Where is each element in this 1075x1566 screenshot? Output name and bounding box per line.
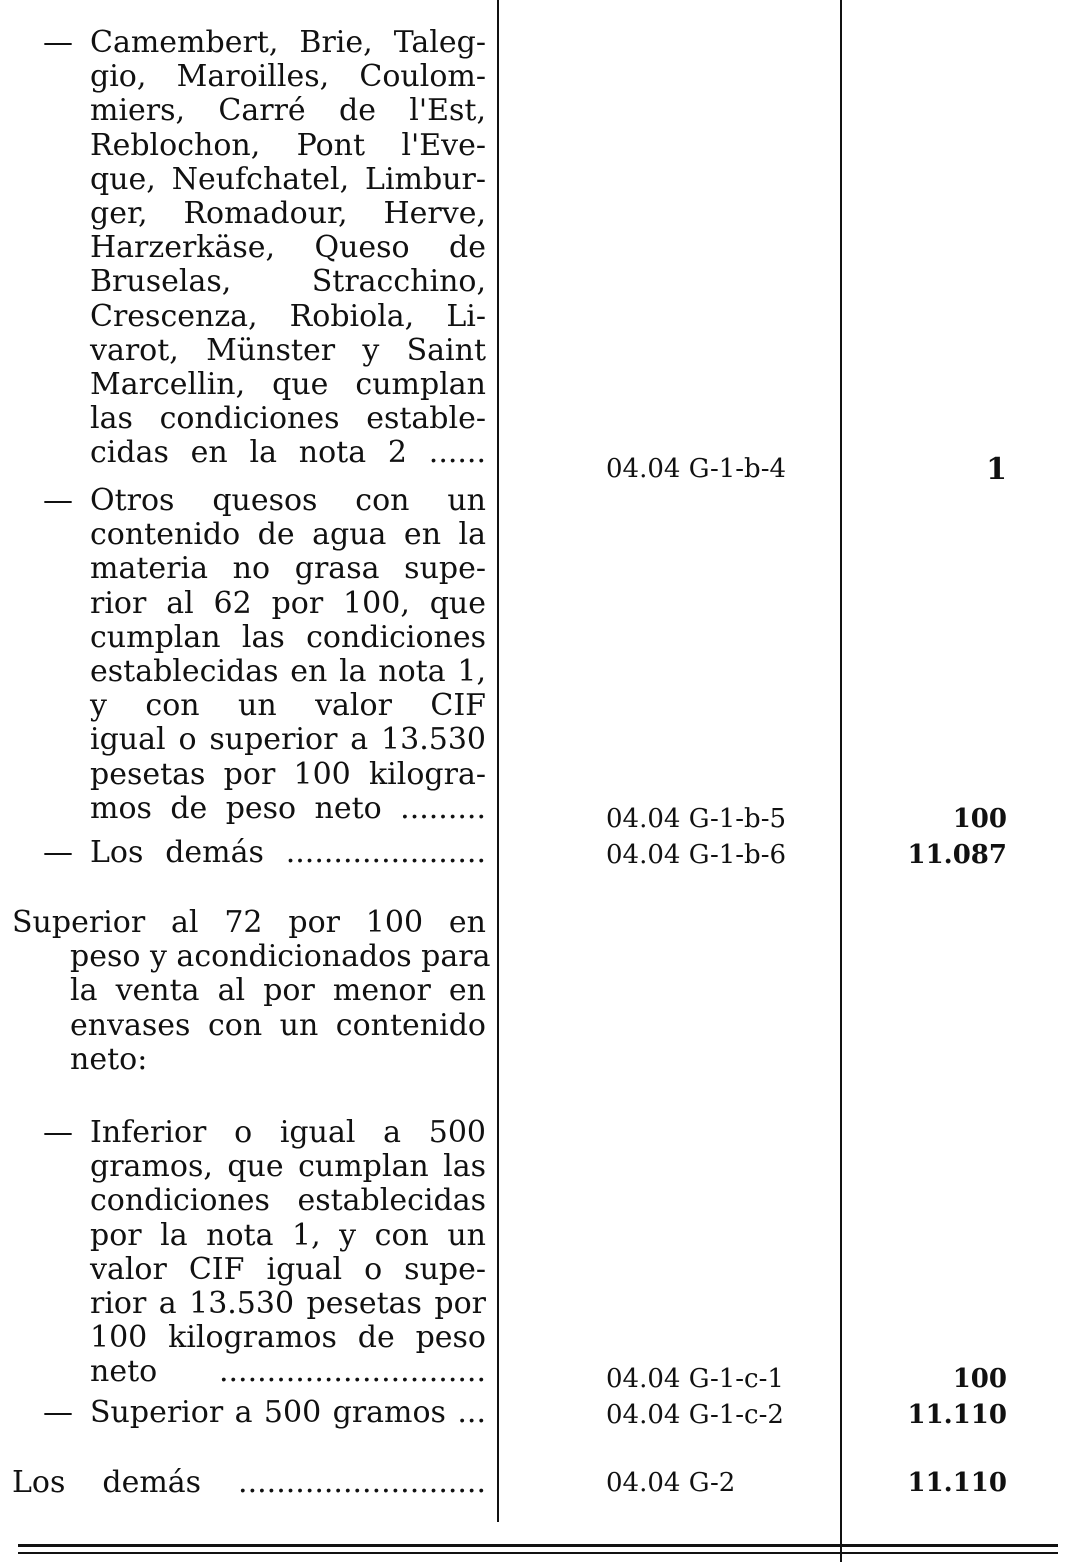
item-inferior-500-description [43, 1115, 486, 1390]
description-line: pesetas por 100 kilogra- [90, 756, 486, 792]
description-line: que, Neufchatel, Limbur- [90, 161, 486, 197]
description-line: Harzerkäse, Queso de [90, 230, 486, 266]
description-line: por la nota 1, y con un [90, 1217, 486, 1253]
description-line: miers, Carré de l'Est, [90, 93, 486, 129]
description-line: Los demás ..................... [90, 835, 486, 870]
tariff-code: 04.04 G-1-b-6 [606, 840, 787, 870]
item-los-demas-final-description [12, 1466, 486, 1500]
description-line: Otros quesos con un [90, 483, 486, 518]
item-dash: — [43, 483, 73, 518]
item-superior-500-description [43, 1395, 486, 1430]
description-line: Los demás .......................... [12, 1465, 486, 1500]
description-line: Superior al 72 por 100 en [12, 905, 486, 940]
tariff-code: 04.04 G-1-b-5 [606, 804, 787, 834]
duty-value: 11.110 [907, 1468, 1007, 1498]
duty-value: 11.087 [907, 840, 1007, 870]
description-line: rior al 62 por 100, que [90, 585, 486, 621]
description-line: neto: [70, 1041, 148, 1077]
description-line: y con un valor CIF [90, 688, 486, 724]
duty-value: 11.110 [907, 1400, 1007, 1430]
description-line: peso y acondicionados para [70, 939, 491, 975]
duty-value: 1 [986, 452, 1007, 487]
item-camembert-description [43, 25, 486, 471]
description-line: Camembert, Brie, Taleg- [90, 25, 486, 60]
duty-value: 100 [952, 1364, 1007, 1394]
tariff-code: 04.04 G-1-c-1 [606, 1364, 784, 1394]
description-line: Reblochon, Pont l'Eve- [90, 127, 486, 163]
description-line: envases con un contenido [70, 1007, 486, 1043]
duty-value: 100 [952, 804, 1007, 834]
description-line: las condiciones estable- [90, 401, 486, 437]
description-line: Crescenza, Robiola, Li- [90, 298, 486, 334]
description-line: ger, Romadour, Herve, [90, 195, 486, 231]
description-line: Superior a 500 gramos ... [90, 1395, 486, 1430]
description-line: Bruselas, Stracchino, [90, 264, 486, 300]
table-bottom-rule [18, 1544, 1058, 1547]
tariff-code: 04.04 G-1-b-4 [606, 454, 787, 484]
description-line: igual o superior a 13.530 [90, 722, 486, 758]
description-line: condiciones establecidas [90, 1183, 486, 1219]
description-line: gramos, que cumplan las [90, 1149, 486, 1185]
tariff-code: 04.04 G-2 [606, 1468, 736, 1498]
item-dash: — [43, 1115, 73, 1150]
description-line: cumplan las condiciones [90, 619, 486, 655]
description-line: varot, Münster y Saint [90, 332, 486, 368]
description-line: contenido de agua en la [90, 517, 486, 553]
description-line: Inferior o igual a 500 [90, 1115, 486, 1150]
description-line: Marcellin, que cumplan [90, 366, 486, 402]
description-line: mos de peso neto ......... [90, 790, 486, 826]
item-dash: — [43, 835, 73, 870]
description-line: 100 kilogramos de peso [90, 1320, 486, 1356]
item-dash: — [43, 1395, 73, 1430]
description-line: rior a 13.530 pesetas por [90, 1285, 486, 1321]
description-line: valor CIF igual o supe- [90, 1251, 486, 1287]
item-dash: — [43, 25, 73, 60]
column-divider-right [840, 0, 842, 1562]
table-bottom-rule-secondary [18, 1552, 1058, 1554]
description-line: materia no grasa supe- [90, 551, 486, 587]
description-line: gio, Maroilles, Coulom- [90, 59, 486, 95]
item-otros-quesos-description [43, 483, 486, 826]
description-line: la venta al por menor en [70, 973, 486, 1009]
description-line: establecidas en la nota 1, [90, 653, 486, 689]
item-los-demas-description [43, 835, 486, 870]
tariff-code: 04.04 G-1-c-2 [606, 1400, 784, 1430]
description-line: neto ............................ [90, 1354, 486, 1390]
description-line: cidas en la nota 2 ...... [90, 435, 486, 471]
column-divider-left [497, 0, 499, 1522]
section-superior-72-heading [12, 905, 491, 1077]
